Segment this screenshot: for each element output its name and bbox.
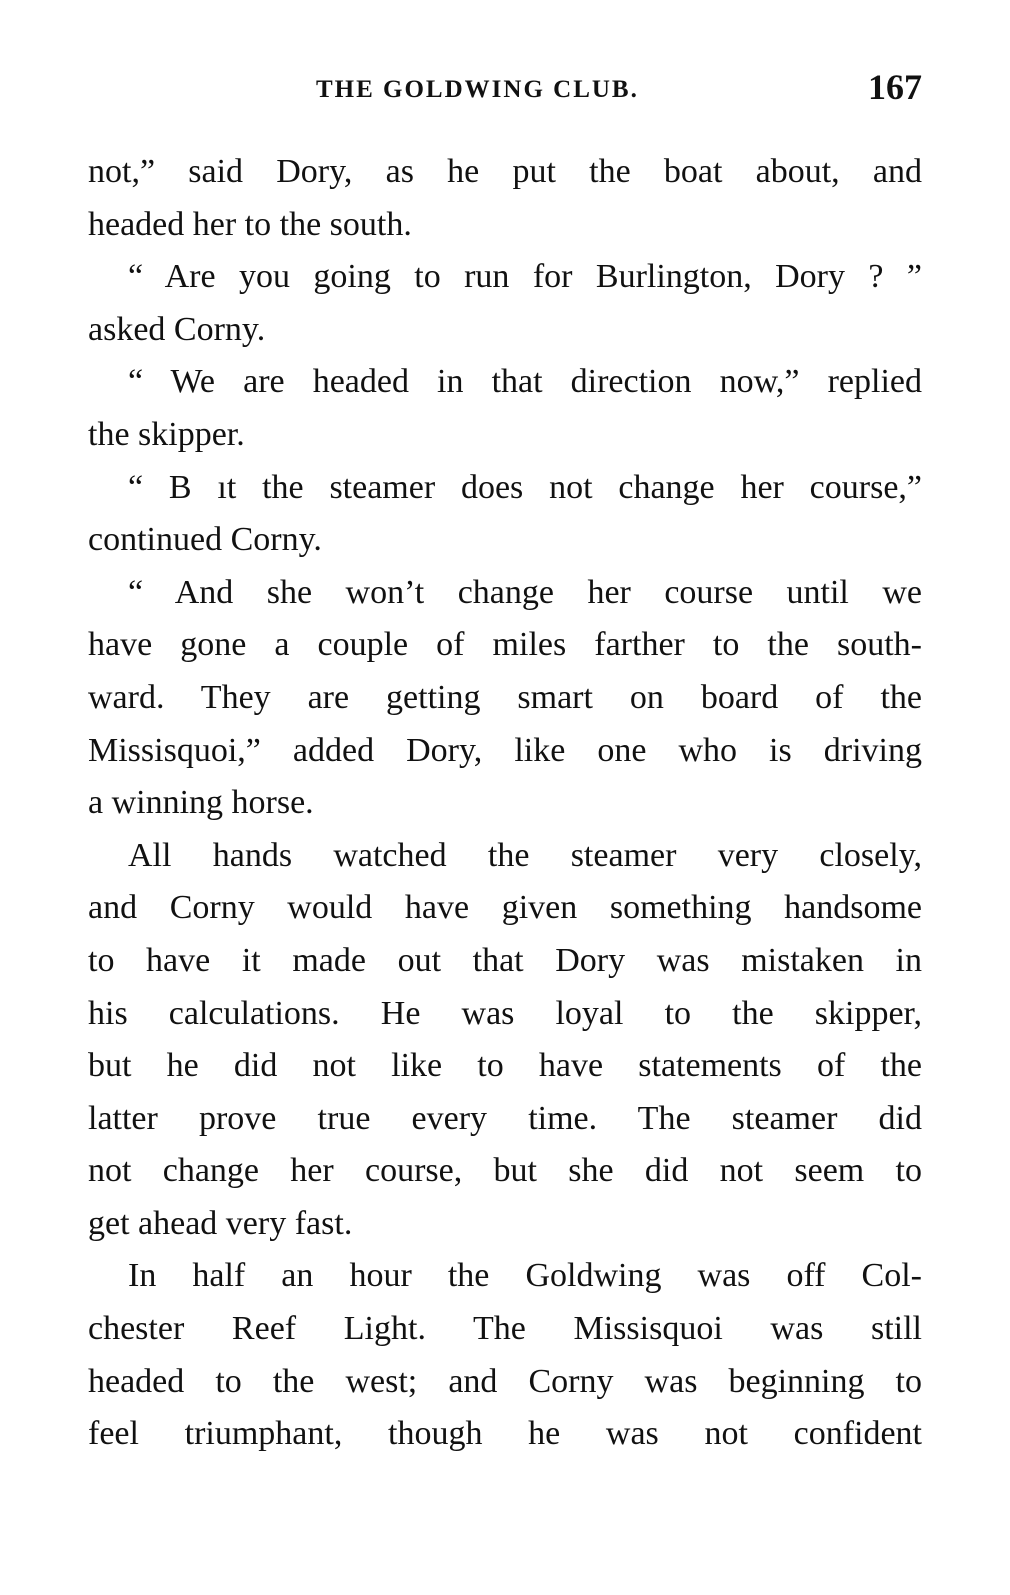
text-line: All hands watched the steamer very closely, (128, 836, 922, 874)
text-line: headed her to the south. (88, 205, 412, 243)
text-line: Missisquoi,” added Dory, like one who is driving (88, 731, 922, 769)
text-line: a winning horse. (88, 784, 314, 822)
text-line: feel triumphant, though he was not confident (88, 1415, 922, 1453)
body-text (88, 146, 922, 1461)
text-line: get ahead very fast. (88, 1204, 353, 1242)
text-line: to have it made out that Dory was mistaken in (88, 941, 922, 979)
text-line: not,” said Dory, as he put the boat about, and (88, 153, 922, 190)
text-line: “ B ıt the steamer does not change her course,” (128, 468, 922, 506)
text-line: ward. They are getting smart on board of the (88, 678, 922, 716)
text-line: but he did not like to have statements of the (88, 1047, 922, 1085)
text-line: chester Reef Light. The Missisquoi was still (88, 1310, 922, 1348)
text-line: In half an hour the Goldwing was off Col- (128, 1257, 922, 1295)
text-line: have gone a couple of miles farther to the south- (88, 626, 922, 664)
text-line: asked Corny. (88, 310, 266, 348)
text-line: “ We are headed in that direction now,” replied (128, 363, 922, 401)
running-title: THE GOLDWING CLUB. (316, 76, 639, 103)
text-line: and Corny would have given something handsome (88, 889, 922, 927)
text-line: the skipper. (88, 415, 245, 453)
text-line: headed to the west; and Corny was beginning to (88, 1362, 922, 1400)
text-line: latter prove true every time. The steamer did (88, 1099, 922, 1137)
text-line: “ Are you going to run for Burlington, Dory ? ” (128, 258, 922, 296)
running-head (88, 66, 922, 116)
text-line: continued Corny. (88, 521, 322, 559)
text-line: “ And she won’t change her course until we (128, 573, 922, 611)
text-line: his calculations. He was loyal to the skipper, (88, 994, 922, 1032)
text-line: not change her course, but she did not seem to (88, 1152, 922, 1190)
page-number: 167 (868, 67, 922, 107)
